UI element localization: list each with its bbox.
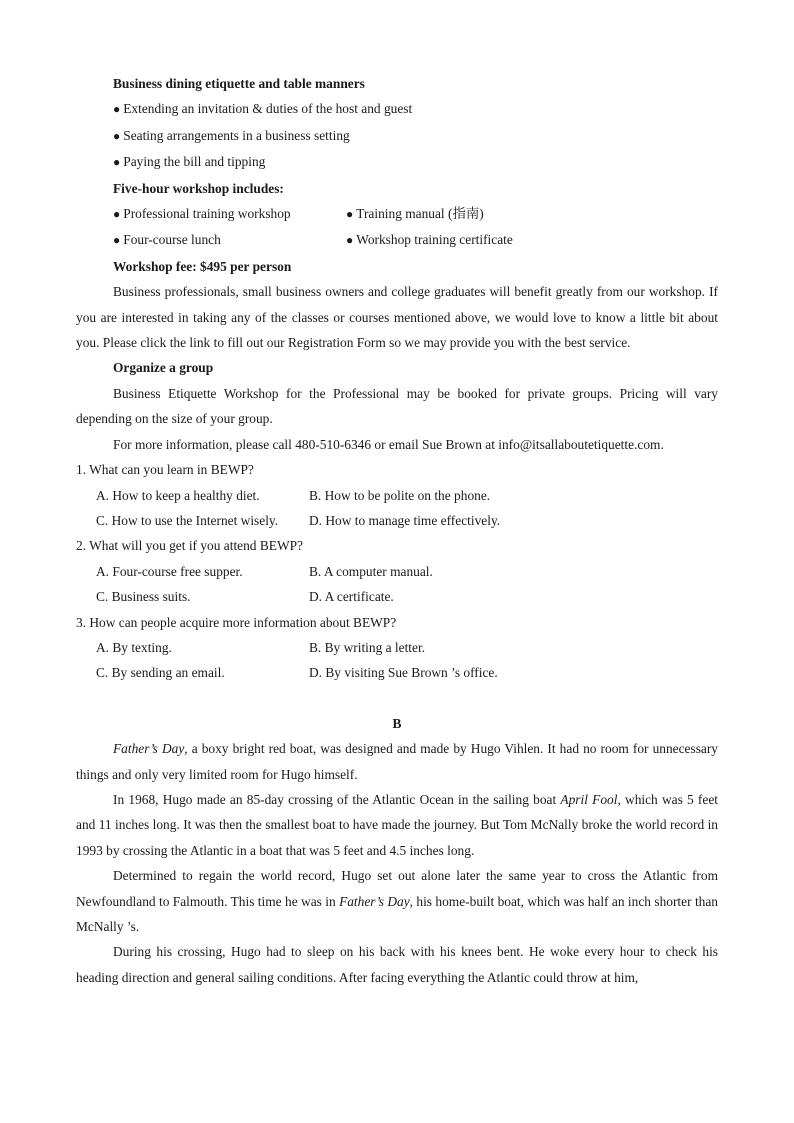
includes-item: ● Four-course lunch [113, 227, 346, 253]
includes-heading: Five-hour workshop includes: [113, 180, 284, 196]
paragraph-text: , which was 5 feet and 11 inches long. It was then the smallest boat to have made the journey. But Tom McNally broke the world record in 1993 by crossing the Atlantic in a boat that was 5 feet and 4.5 inches long. [76, 791, 718, 858]
option: D. A certificate. [309, 589, 394, 605]
benefit-paragraph: Business professionals, small business owners and college graduates will benefit greatly from our workshop. If you are interested in taking any of the classes or courses mentioned above, we would love to know a little bit about you. Please click the link to fill out our Registration Form so we may provide you with the best service. [76, 284, 718, 351]
boat-name: Father’s Day [113, 741, 185, 757]
boat-name: Father’s Day [339, 893, 410, 909]
option: A. Four-course free supper. [96, 563, 243, 579]
dining-item: ● Seating arrangements in a business setting [76, 123, 718, 149]
dining-heading: Business dining etiquette and table manners [113, 76, 365, 91]
passage-paragraph [76, 787, 718, 863]
option-row [76, 660, 718, 685]
option: D. By visiting Sue Brown ’s office. [309, 665, 498, 681]
option-row [76, 559, 718, 584]
paragraph-text: In 1968, Hugo made an 85-day crossing of the Atlantic Ocean in the sailing boat [113, 791, 561, 807]
option: B. By writing a letter. [309, 639, 426, 655]
group-heading: Organize a group [113, 360, 214, 376]
option: A. By texting. [96, 639, 172, 655]
includes-row [76, 201, 718, 227]
workshop-fee: Workshop fee: $495 per person [113, 258, 292, 274]
option: C. How to use the Internet wisely. [96, 512, 279, 528]
option-row [76, 508, 718, 533]
question-stem: 1. What can you learn in BEWP? [76, 462, 254, 478]
option: B. How to be polite on the phone. [309, 487, 491, 503]
option: D. How to manage time effectively. [309, 512, 501, 528]
paragraph-text: Determined to regain the world record, Hugo set out alone later the same year to cross the Atlantic from Newfoundland to Falmouth. This time he was in [76, 868, 718, 909]
option-row [76, 635, 718, 660]
option: B. A computer manual. [309, 563, 433, 579]
includes-item: ● Workshop training certificate [346, 227, 513, 253]
question-stem: 3. How can people acquire more information about BEWP? [76, 614, 397, 630]
option: A. How to keep a healthy diet. [96, 487, 260, 503]
option-row [76, 483, 718, 508]
boat-name: April Fool [560, 791, 618, 807]
option: C. By sending an email. [96, 665, 225, 681]
dining-item: ● Extending an invitation & duties of the host and guest [76, 96, 718, 122]
includes-row [76, 227, 718, 253]
option-row [76, 584, 718, 609]
passage-paragraph: During his crossing, Hugo had to sleep on his back with his knees bent. He woke every hour to check his heading direction and general sailing conditions. After facing everything the Atlantic could throw at him, [76, 944, 718, 985]
dining-item: ● Paying the bill and tipping [76, 149, 718, 175]
includes-item: ● Training manual (指南) [346, 201, 484, 227]
includes-item: ● Professional training workshop [113, 201, 346, 227]
document-content [76, 71, 718, 990]
section-b-label: B [392, 715, 402, 731]
passage-paragraph [76, 863, 718, 939]
question-stem: 2. What will you get if you attend BEWP? [76, 538, 303, 554]
paragraph-text: , a boxy bright red boat, was designed and made by Hugo Vihlen. It had no room for unnecessary things and only very limited room for Hugo himself. [76, 741, 719, 782]
option: C. Business suits. [96, 589, 191, 605]
paragraph-text: , his home-built boat, which was half an inch shorter than McNally ’s. [76, 893, 719, 934]
passage-paragraph [76, 736, 718, 787]
group-paragraph: Business Etiquette Workshop for the Professional may be booked for private groups. Pricing will vary depending on the size of your group. [76, 385, 718, 427]
contact-paragraph: For more information, please call 480-510-6346 or email Sue Brown at info@itsallaboutetiquette.com. [113, 436, 664, 452]
